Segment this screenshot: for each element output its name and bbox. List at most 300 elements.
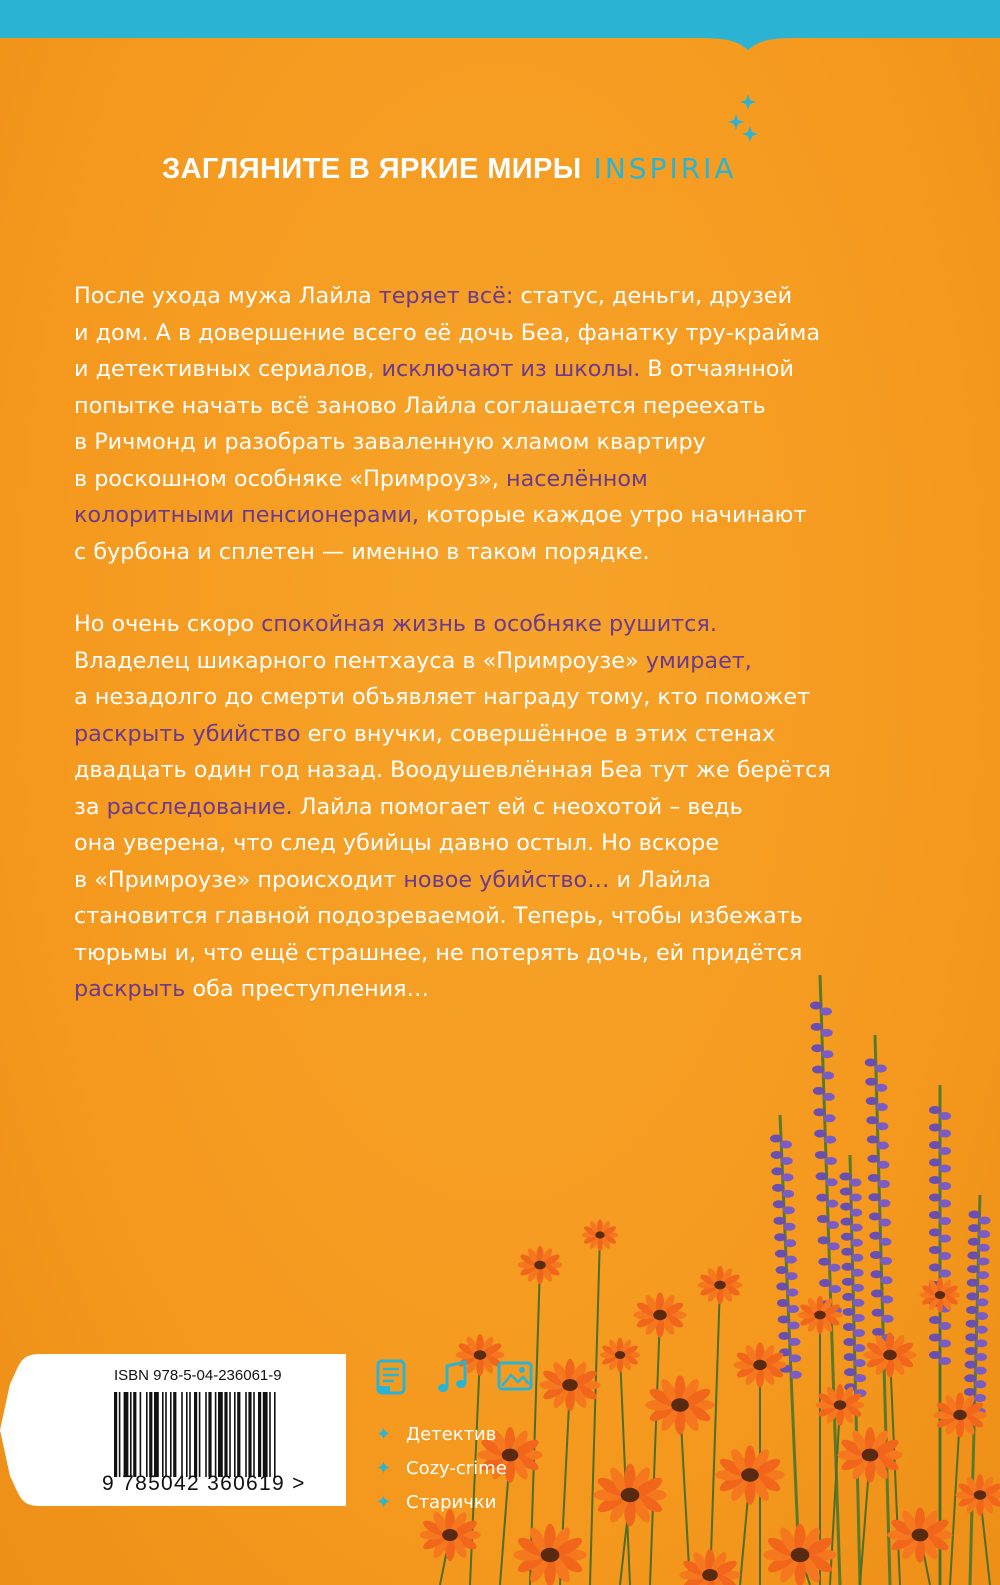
blurb-line: [74, 716, 894, 753]
lavender-bud: [977, 1257, 989, 1265]
lavender-bud: [789, 1354, 801, 1362]
daisy-center: [953, 1410, 967, 1420]
lavender-bud: [968, 1224, 980, 1232]
lavender-bud: [780, 1141, 792, 1149]
lavender-bud: [929, 1106, 941, 1114]
genre-tag: ✦ Детектив: [376, 1418, 507, 1452]
lavender-bud: [811, 1044, 823, 1052]
barcode-bar: [199, 1392, 201, 1477]
barcode-bar: [205, 1392, 207, 1477]
lavender-bud: [812, 1066, 824, 1074]
daisy-center: [562, 1379, 578, 1391]
blurb-text: и детективных сериалов,: [74, 356, 382, 382]
lavender-bud: [871, 1270, 883, 1278]
lavender-bud: [840, 1203, 852, 1211]
lavender-bud: [828, 1242, 840, 1250]
lavender-bud: [871, 1290, 883, 1298]
blurb-highlight: спокойная жизнь в особняке рушится.: [261, 611, 717, 637]
lavender-bud: [939, 1270, 951, 1278]
barcode-bar: [140, 1392, 142, 1477]
blurb-line: [74, 315, 894, 352]
blurb-text: двадцать один год назад. Воодушевлённая Беа тут же берётся: [74, 757, 831, 783]
barcode-bar: [194, 1392, 197, 1477]
lavender-bud: [788, 1338, 800, 1346]
lavender-bud: [821, 1050, 833, 1058]
lavender-bud: [822, 1072, 834, 1080]
genre-tag: ✦ Старички: [376, 1486, 507, 1520]
lavender-bud: [929, 1351, 941, 1359]
lavender-bud: [867, 1155, 879, 1163]
blurb-highlight: исключают из школы.: [381, 356, 641, 382]
lavender-bud: [815, 1151, 827, 1159]
lavender-bud: [865, 1059, 877, 1067]
barcode-bar: [181, 1392, 183, 1477]
lavender-bud: [843, 1323, 855, 1331]
lavender-bud: [843, 1308, 855, 1316]
lavender-bud: [778, 1315, 790, 1323]
lavender-bud: [867, 1136, 879, 1144]
lavender-bud: [865, 1078, 877, 1086]
blurb-line: [74, 752, 894, 789]
headline: [162, 152, 842, 186]
blurb-text: за: [74, 793, 107, 820]
lavender-bud: [841, 1218, 853, 1226]
lavender-bud: [881, 1296, 893, 1304]
lavender-bud: [850, 1209, 862, 1217]
lavender-bud: [877, 1161, 889, 1169]
lavender-bud: [852, 1299, 864, 1307]
lavender-bud: [784, 1239, 796, 1247]
lavender-bud: [818, 1258, 830, 1266]
lavender-bud: [939, 1182, 951, 1190]
blurb-line: [74, 606, 894, 643]
lavender-bud: [965, 1361, 977, 1369]
lavender-bud: [776, 1283, 788, 1291]
flower-stem: [590, 1235, 600, 1585]
brand-logo-text: INSPIRIA: [593, 152, 737, 185]
daisy-center: [814, 1311, 825, 1320]
lavender-bud: [775, 1250, 787, 1258]
lavender-bud: [879, 1238, 891, 1246]
star-bullet-icon: ✦: [376, 1492, 392, 1513]
blurb-highlight: новое убийство…: [403, 866, 610, 893]
blurb-line: [74, 643, 894, 680]
blurb-paragraph-1: [74, 278, 894, 570]
flower-stem: [650, 1315, 660, 1585]
blurb-text: в «Примроузе» происходит: [74, 866, 404, 893]
barcode-bars: [114, 1392, 328, 1477]
barcode-tab-notch: [0, 1354, 80, 1506]
star-bullet-icon: ✦: [376, 1424, 392, 1445]
blurb-text: оба преступления…: [185, 976, 429, 1002]
barcode-bar: [274, 1392, 276, 1477]
blurb-text: с бурбона и сплетен — именно в таком порядке.: [74, 538, 650, 565]
lavender-bud: [844, 1353, 856, 1361]
lavender-bud: [939, 1200, 951, 1208]
daisy-center: [753, 1360, 767, 1370]
lavender-bud: [967, 1265, 979, 1273]
lavender-bud: [872, 1309, 884, 1317]
lavender-bud: [842, 1263, 854, 1271]
lavender-bud: [872, 1328, 884, 1336]
lavender-bud: [978, 1244, 990, 1252]
lavender-bud: [939, 1340, 951, 1348]
barcode-bar: [208, 1392, 211, 1477]
lavender-bud: [820, 1008, 832, 1016]
daisy-center: [653, 1310, 667, 1320]
lavender-bud: [929, 1264, 941, 1272]
lavender-bud: [828, 1264, 840, 1272]
lavender-bud: [866, 1116, 878, 1124]
lavender-bud: [825, 1157, 837, 1165]
daisy-center: [541, 1548, 560, 1562]
blurb-highlight: раскрыть убийство: [74, 720, 301, 747]
lavender-bud: [975, 1353, 987, 1361]
lavender-bud: [781, 1173, 793, 1181]
lavender-bud: [771, 1151, 783, 1159]
lavender-bud: [978, 1230, 990, 1238]
barcode-bar: [124, 1392, 129, 1477]
lavender-bud: [842, 1278, 854, 1286]
lavender-bud: [853, 1314, 865, 1322]
lavender-bud: [939, 1130, 951, 1138]
lavender-bud: [929, 1211, 941, 1219]
lavender-bud: [788, 1321, 800, 1329]
blurb-text: в Ричмонд и разобрать заваленную хламом квартиру: [74, 429, 706, 455]
barcode-bar: [248, 1392, 251, 1477]
lavender-bud: [811, 1023, 823, 1031]
daisy-center: [714, 1281, 725, 1290]
barcode-bar: [130, 1392, 132, 1477]
lavender-bud: [929, 1176, 941, 1184]
ebook-icon: [372, 1358, 410, 1396]
lavender-bud: [844, 1368, 856, 1376]
lavender-bud: [778, 1332, 790, 1340]
lavender-bud: [854, 1359, 866, 1367]
top-wave-band: [0, 0, 1000, 50]
lavender-bud: [817, 1215, 829, 1223]
lavender-bud: [875, 1084, 887, 1092]
sparkle-icon: [728, 94, 764, 148]
barcode-bar: [170, 1392, 172, 1477]
lavender-bud: [939, 1322, 951, 1330]
lavender-bud: [965, 1347, 977, 1355]
blurb-line: [74, 898, 894, 935]
lavender-bud: [869, 1232, 881, 1240]
lavender-bud: [868, 1193, 880, 1201]
barcode-bar: [224, 1392, 227, 1477]
lavender-bud: [818, 1236, 830, 1244]
barcode-bar: [237, 1392, 240, 1477]
blurb-highlight: умирает,: [645, 647, 752, 674]
lavender-bud: [841, 1248, 853, 1256]
lavender-bud: [879, 1219, 891, 1227]
lavender-bud: [816, 1194, 828, 1202]
lavender-bud: [786, 1289, 798, 1297]
lavender-bud: [852, 1284, 864, 1292]
lavender-bud: [976, 1298, 988, 1306]
lavender-bud: [784, 1223, 796, 1231]
blurb-line: [74, 789, 894, 826]
daisy-center: [935, 1291, 945, 1299]
lavender-bud: [939, 1357, 951, 1365]
blurb-text: становится главной подозреваемой. Теперь, чтобы избежать: [74, 903, 803, 929]
daisy-center: [615, 1351, 625, 1359]
blurb-line: [74, 497, 894, 534]
blurb-text: Владелец шикарного пентхауса в «Примроузе»: [74, 647, 646, 674]
blurb-line: [74, 351, 894, 388]
lavender-bud: [881, 1276, 893, 1284]
blurb-text: которые каждое утро начинают: [419, 502, 807, 528]
barcode-bar: [173, 1392, 176, 1477]
daisy-center: [621, 1488, 640, 1502]
lavender-bud: [786, 1272, 798, 1280]
lavender-bud: [929, 1334, 941, 1342]
lavender-bud: [939, 1252, 951, 1260]
lavender-bud: [851, 1239, 863, 1247]
lavender-bud: [813, 1087, 825, 1095]
lavender-bud: [826, 1200, 838, 1208]
barcode-box: [78, 1354, 346, 1506]
lavender-bud: [929, 1316, 941, 1324]
lavender-bud: [876, 1122, 888, 1130]
lavender-bud: [976, 1326, 988, 1334]
lavender-bud: [787, 1305, 799, 1313]
blurb-text: в роскошном особняке «Примроуз»,: [74, 465, 507, 492]
flower-illustration: [420, 935, 1000, 1585]
blurb-text: и Лайла: [609, 866, 711, 893]
blurb-highlight: расследование.: [106, 793, 293, 820]
barcode-bar: [119, 1392, 121, 1477]
daisy-center: [912, 1529, 929, 1542]
lavender-bud: [853, 1344, 865, 1352]
lavender-bud: [975, 1367, 987, 1375]
barcode-bar: [245, 1392, 247, 1477]
lavender-bud: [853, 1329, 865, 1337]
blurb-text: Но очень скоро: [74, 611, 262, 637]
lavender-bud: [841, 1233, 853, 1241]
lavender-bud: [966, 1320, 978, 1328]
lavender-bud: [785, 1256, 797, 1264]
lavender-bud: [772, 1184, 784, 1192]
lavender-bud: [826, 1178, 838, 1186]
lavender-bud: [869, 1213, 881, 1221]
daisy-center: [974, 1490, 986, 1500]
lavender-bud: [975, 1339, 987, 1347]
barcode-bar: [154, 1392, 159, 1477]
headline-text: ЗАГЛЯНИТЕ В ЯРКИЕ МИРЫ: [162, 153, 582, 185]
format-icons: [372, 1358, 542, 1398]
lavender-bud: [979, 1217, 991, 1225]
daisy-center: [862, 1449, 879, 1462]
lavender-bud: [966, 1306, 978, 1314]
lavender-bud: [969, 1211, 981, 1219]
barcode-bar: [146, 1392, 148, 1477]
lavender-bud: [870, 1251, 882, 1259]
blurb-text: тюрьмы и, что ещё страшнее, не потерять дочь, ей придётся: [74, 939, 803, 966]
lavender-bud: [964, 1388, 976, 1396]
lavender-bud: [827, 1221, 839, 1229]
blurb-line: [74, 278, 894, 315]
lavender-bud: [790, 1371, 802, 1379]
blurb-text: и дом. А в довершение всего её дочь Беа, фанатку тру-крайма: [74, 319, 821, 346]
barcode-bar: [189, 1392, 191, 1477]
daisy-center: [442, 1529, 458, 1541]
lavender-bud: [773, 1200, 785, 1208]
lavender-bud: [878, 1180, 890, 1188]
barcode-bar: [263, 1392, 268, 1477]
blurb-text: В отчаянной: [640, 356, 794, 382]
lavender-bud: [929, 1246, 941, 1254]
lavender-bud: [816, 1172, 828, 1180]
blurb-text: попытке начать всё заново Лайла соглашается переехать: [74, 392, 766, 419]
blurb-line: [74, 825, 894, 862]
lavender-bud: [929, 1229, 941, 1237]
blurb-line: [74, 388, 894, 425]
lavender-bud: [777, 1299, 789, 1307]
barcode-bar: [218, 1392, 223, 1477]
daisy-center: [834, 1400, 846, 1410]
barcode-bar: [215, 1392, 217, 1477]
lavender-bud: [977, 1271, 989, 1279]
blurb-text: а незадолго до смерти объявляет награду тому, кто поможет: [74, 684, 811, 710]
lavender-bud: [977, 1285, 989, 1293]
daisy-center: [791, 1548, 810, 1562]
lavender-bud: [852, 1269, 864, 1277]
blurb-line: [74, 461, 894, 498]
lavender-bud: [967, 1279, 979, 1287]
blurb-line: [74, 534, 894, 571]
daisy-center: [702, 1569, 718, 1581]
genre-tag: ✦ Cozy-crime: [376, 1452, 507, 1486]
lavender-bud: [939, 1217, 951, 1225]
blurb-text: статус, деньги, друзей: [513, 283, 793, 309]
daisy-center: [741, 1468, 759, 1482]
lavender-bud: [781, 1157, 793, 1165]
lavender-bud: [968, 1238, 980, 1246]
barcode-bar: [229, 1392, 231, 1477]
lavender-bud: [824, 1136, 836, 1144]
daisy-center: [883, 1350, 897, 1360]
lavender-bud: [929, 1159, 941, 1167]
lavender-bud: [850, 1194, 862, 1202]
lavender-bud: [783, 1206, 795, 1214]
blurb-text: Лайла помогает ей с неохотой – ведь: [292, 793, 743, 820]
lavender-bud: [851, 1254, 863, 1262]
lavender-bud: [840, 1173, 852, 1181]
barcode-digits: 9 785042 360619 >: [102, 1472, 306, 1495]
star-bullet-icon: ✦: [376, 1458, 392, 1479]
barcode-bar: [186, 1392, 188, 1477]
lavender-bud: [840, 1188, 852, 1196]
lavender-bud: [974, 1394, 986, 1402]
lavender-bud: [823, 1093, 835, 1101]
lavender-bud: [814, 1130, 826, 1138]
music-note-icon: [434, 1358, 472, 1396]
lavender-bud: [771, 1167, 783, 1175]
blurb-text: его внучки, совершённое в этих стенах: [300, 720, 776, 747]
lavender-bud: [851, 1224, 863, 1232]
flower-stem: [950, 1415, 960, 1585]
genre-tags: [376, 1418, 507, 1520]
lavender-bud: [821, 1029, 833, 1037]
lavender-bud: [842, 1293, 854, 1301]
lavender-bud: [974, 1380, 986, 1388]
lavender-bud: [964, 1374, 976, 1382]
lavender-bud: [939, 1112, 951, 1120]
lavender-bud: [939, 1165, 951, 1173]
lavender-bud: [868, 1174, 880, 1182]
lavender-bud: [929, 1141, 941, 1149]
lavender-bud: [878, 1199, 890, 1207]
blurb-line: [74, 862, 894, 899]
lavender-bud: [877, 1142, 889, 1150]
blurb-line: [74, 424, 894, 461]
barcode-bar: [162, 1392, 164, 1477]
blurb-highlight: теряет всё:: [378, 283, 514, 309]
barcode-bar: [149, 1392, 152, 1477]
lavender-bud: [814, 1108, 826, 1116]
lavender-bud: [850, 1179, 862, 1187]
lavender-bud: [966, 1292, 978, 1300]
lavender-bud: [939, 1147, 951, 1155]
lavender-bud: [774, 1217, 786, 1225]
isbn-text: ISBN 978-5-04-236061-9: [114, 1367, 282, 1384]
image-icon: [496, 1358, 534, 1396]
barcode-bar: [258, 1392, 261, 1477]
lavender-bud: [843, 1338, 855, 1346]
daisy-center: [671, 1398, 689, 1412]
lavender-bud: [882, 1315, 894, 1323]
blurb-highlight: колоритными пенсионерами,: [74, 502, 419, 528]
blurb-highlight: раскрыть: [74, 976, 186, 1002]
barcode-bar: [253, 1392, 255, 1477]
lavender-bud: [875, 1065, 887, 1073]
barcode-bar: [133, 1392, 136, 1477]
lavender-bud: [782, 1190, 794, 1198]
lavender-bud: [824, 1114, 836, 1122]
barcode-bar: [234, 1392, 236, 1477]
flower-stem: [710, 1285, 720, 1585]
lavender-bud: [774, 1233, 786, 1241]
lavender-bud: [880, 1257, 892, 1265]
lavender-bud: [929, 1124, 941, 1132]
blurb-line: [74, 679, 894, 716]
lavender-bud: [819, 1279, 831, 1287]
lavender-bud: [965, 1333, 977, 1341]
lavender-bud: [939, 1235, 951, 1243]
blurb: [74, 278, 894, 1008]
barcode-bar: [114, 1392, 117, 1477]
lavender-bud: [776, 1266, 788, 1274]
lavender-bud: [976, 1312, 988, 1320]
lavender-bud: [967, 1251, 979, 1259]
lavender-bud: [854, 1374, 866, 1382]
barcode-bar: [165, 1392, 167, 1477]
lavender-bud: [866, 1097, 878, 1105]
lavender-bud: [876, 1103, 888, 1111]
lavender-bud: [929, 1194, 941, 1202]
blurb-highlight: населённом: [506, 465, 648, 492]
blurb-text: После ухода мужа Лайла: [74, 283, 379, 309]
barcode-bar: [269, 1392, 271, 1477]
lavender-bud: [770, 1135, 782, 1143]
lavender-bud: [810, 1002, 822, 1010]
daisy-center: [534, 1261, 545, 1270]
blurb-text: она уверена, что след убийцы давно остыл. Но вскоре: [74, 830, 720, 856]
lavender-bud: [829, 1285, 841, 1293]
daisy-center: [595, 1231, 604, 1238]
